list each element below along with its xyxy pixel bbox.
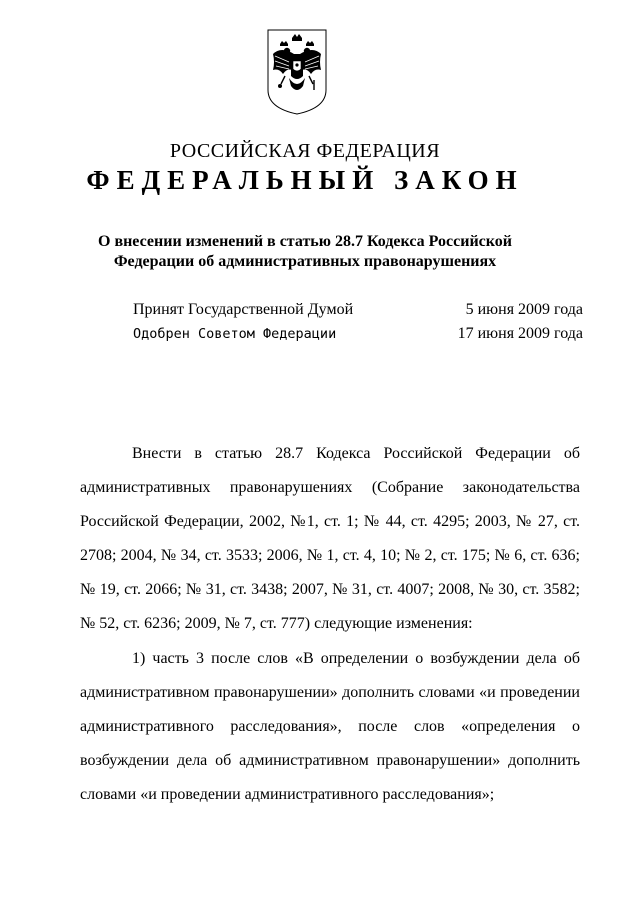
law-subject-line: Федерации об административных правонарушениях (113, 253, 497, 270)
council-approval-date: 17 июня 2009 года (457, 325, 583, 342)
adoption-duma-row (133, 300, 583, 320)
amendment-item-1: 1) часть 3 после слов «В определении о возбуждении дела об административном правонарушении» дополнить словами «и проведении административного расследования», после слов «определения о возбуждении дела об административном правонарушении» дополнить словами «и проведении административного расследования»; (80, 650, 580, 803)
law-subject (90, 232, 520, 272)
council-approval-label: Одобрен Советом Федерации (133, 326, 337, 342)
law-body (80, 437, 580, 812)
law-type-title: ФЕДЕРАЛЬНЫЙ ЗАКОН (86, 165, 524, 195)
coat-of-arms-icon (265, 28, 329, 116)
duma-adoption-date: 5 июня 2009 года (465, 301, 583, 318)
duma-adoption-label: Принят Государственной Думой (133, 301, 354, 318)
adoption-council-row (133, 324, 583, 344)
country-name: РОССИЙСКАЯ ФЕДЕРАЦИЯ (169, 140, 441, 162)
body-paragraph: Внести в статью 28.7 Кодекса Российской Федерации об административных правонарушениях (Собрание законодательства Российской Федерации, 2002, №1, ст. 1; № 44, ст. 4295; 2003, № 27, ст. 2708; 2004, № 34, ст. 3533; 2006, № 1, ст. 4, 10; № 2, ст. 175; № 6, ст. 636; № 19, ст. 2066; № 31, ст. 3438; 2007, № 31, ст. 4007; 2008, № 30, ст. 3582; № 52, ст. 6236; 2009, № 7, ст. 777) следующие изменения: (80, 445, 580, 632)
law-subject-line: О внесении изменений в статью 28.7 Кодекса Российской (98, 233, 512, 250)
